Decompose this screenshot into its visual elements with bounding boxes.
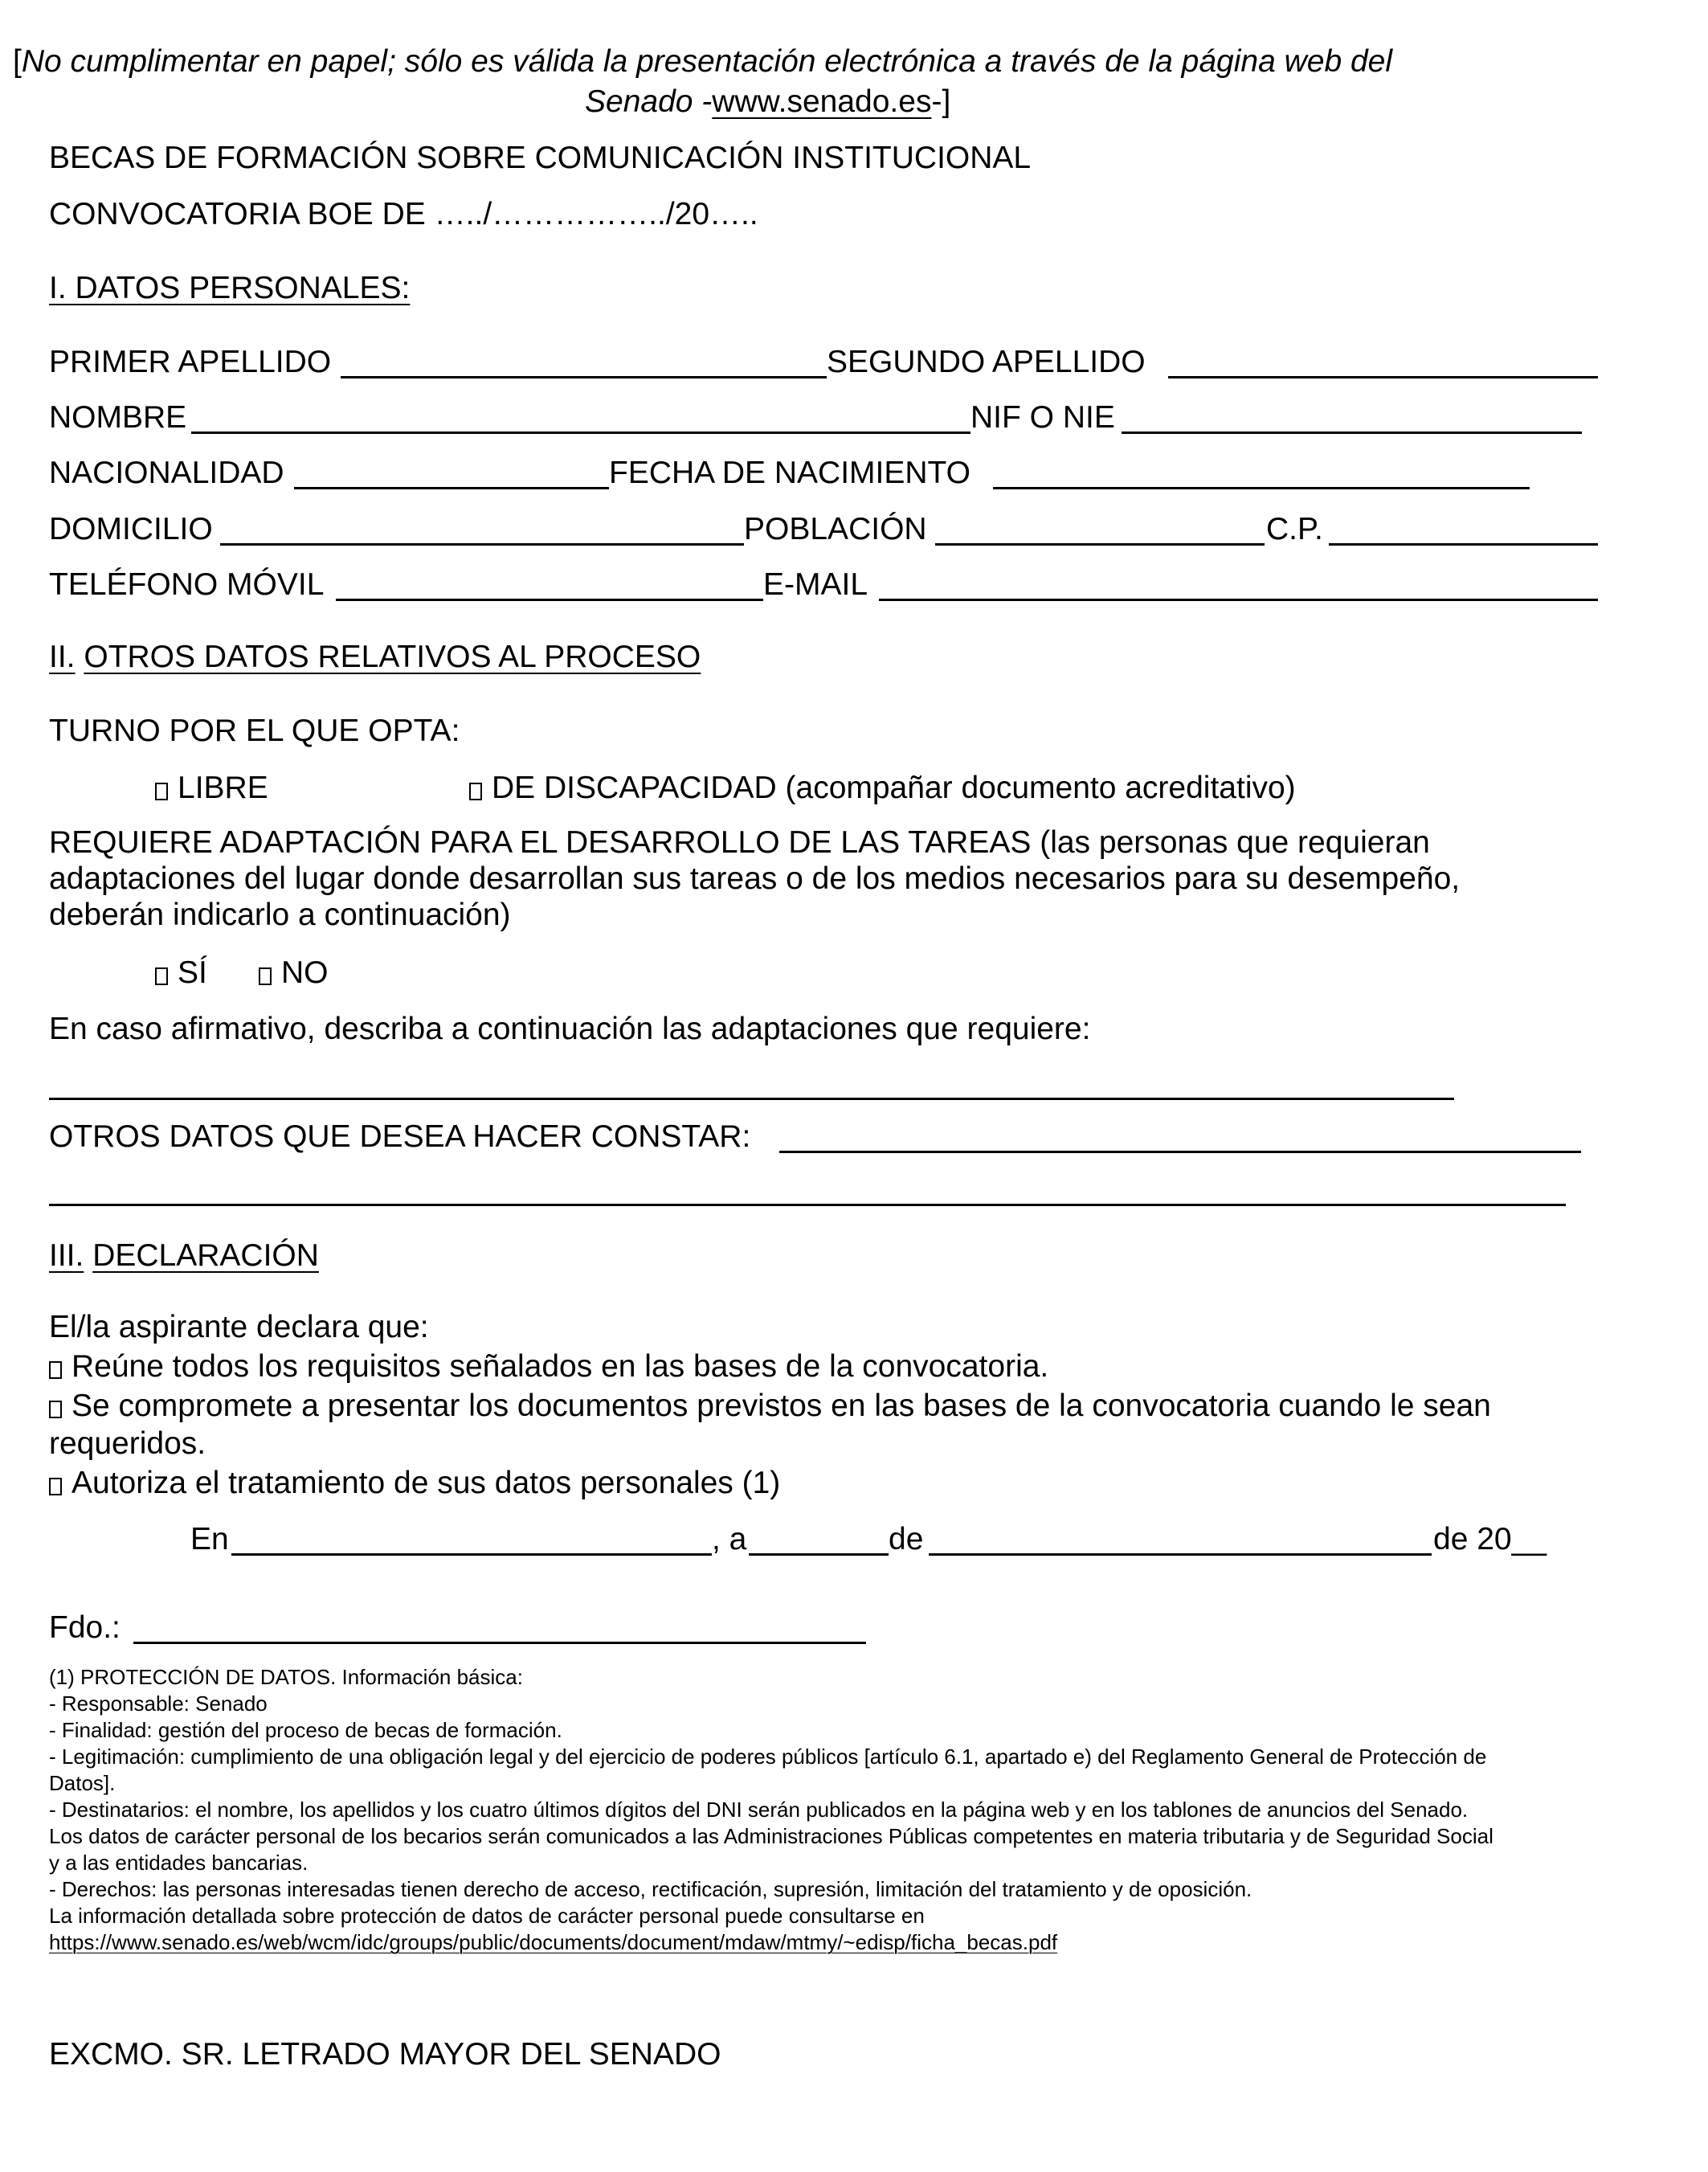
declaracion-item-2[interactable] (49, 1388, 1491, 1425)
footnote-line: La información detallada sobre protección de datos de carácter personal puede consultarse en (49, 1904, 925, 1928)
label-primer-apellido: PRIMER APELLIDO (49, 345, 332, 379)
turno-label: TURNO POR EL QUE OPTA: (49, 714, 460, 748)
label-email: E-MAIL (763, 567, 868, 602)
footnote-line: - Responsable: Senado (49, 1691, 268, 1716)
section-2-number: II. (49, 640, 76, 674)
label-domicilio: DOMICILIO (49, 512, 213, 546)
section-1-heading: I. DATOS PERSONALES: (49, 271, 411, 305)
label-poblacion: POBLACIÓN (744, 512, 927, 546)
bracket-open: [ (13, 44, 22, 79)
field-segundo-apellido[interactable] (1168, 376, 1598, 378)
section-3-title: DECLARACIÓN (92, 1238, 319, 1273)
checkbox-icon[interactable] (49, 1361, 62, 1379)
footnote-line: y a las entidades bancarias. (49, 1851, 309, 1875)
footnote-line: - Destinatarios: el nombre, los apellidos y los cuatro últimos dígitos del DNI serán publicados en la página web y en los tablones de anuncios del Senado. (49, 1798, 1469, 1822)
option-si-label: SÍ (178, 955, 207, 990)
addressee: EXCMO. SR. LETRADO MAYOR DEL SENADO (49, 2037, 721, 2072)
option-si[interactable] (155, 955, 207, 992)
senado-link[interactable]: www.senado.es (712, 84, 932, 119)
field-nif[interactable] (1122, 432, 1582, 434)
checkbox-icon[interactable] (49, 1478, 62, 1495)
label-de: de (889, 1522, 924, 1556)
field-poblacion[interactable] (935, 543, 1265, 546)
otros-datos-label: OTROS DATOS QUE DESEA HACER CONSTAR: (49, 1119, 751, 1154)
checkbox-icon[interactable] (259, 967, 272, 985)
field-email[interactable] (879, 599, 1598, 601)
option-libre[interactable] (155, 770, 268, 807)
ficha-becas-link[interactable]: https://www.senado.es/web/wcm/idc/groups/public/documents/document/mdaw/mtmy/~edisp/ficha_becas.pdf (49, 1930, 1058, 1954)
field-lugar[interactable] (231, 1553, 712, 1556)
field-domicilio[interactable] (220, 543, 744, 546)
option-no[interactable] (259, 955, 329, 992)
label-en: En (190, 1522, 229, 1556)
footnote-line: - Legitimación: cumplimiento de una obligación legal y del ejercicio de poderes públicos [artículo 6.1, apartado e) del Reglamento General de Protección de (49, 1745, 1487, 1769)
option-discapacidad-label: DE DISCAPACIDAD (acompañar documento acreditativo) (492, 771, 1296, 805)
field-firma[interactable] (133, 1642, 866, 1644)
declaracion-item-3-text: Autoriza el tratamiento de sus datos personales (1) (72, 1466, 781, 1500)
field-primer-apellido[interactable] (341, 376, 827, 378)
section-2-title: OTROS DATOS RELATIVOS AL PROCESO (84, 640, 701, 674)
label-nombre: NOMBRE (49, 400, 187, 435)
convocatoria-line: CONVOCATORIA BOE DE …../……………../20….. (49, 197, 758, 231)
notice-text: No cumplimentar en papel; sólo es válida la presentación electrónica a través de la página web del (21, 44, 1393, 79)
label-de-20: de 20__ (1433, 1522, 1547, 1556)
notice-line-2 (585, 84, 950, 121)
describa-label: En caso afirmativo, describa a continuación las adaptaciones que requiere: (49, 1012, 1091, 1046)
option-libre-label: LIBRE (178, 771, 268, 805)
option-discapacidad[interactable] (469, 770, 1296, 807)
section-3-heading (49, 1237, 319, 1274)
checkbox-icon[interactable] (49, 1401, 62, 1418)
label-nif: NIF O NIE (970, 400, 1115, 435)
declaracion-item-1-text: Reúne todos los requisitos señalados en las bases de la convocatoria. (72, 1349, 1049, 1384)
form-title: BECAS DE FORMACIÓN SOBRE COMUNICACIÓN INSTITUCIONAL (49, 141, 1032, 175)
declaracion-item-1[interactable] (49, 1348, 1048, 1385)
declaracion-intro: El/la aspirante declara que: (49, 1310, 429, 1344)
label-a: , a (712, 1522, 747, 1556)
field-dia[interactable] (749, 1553, 889, 1556)
declaracion-item-3[interactable] (49, 1465, 780, 1502)
option-no-label: NO (281, 955, 329, 990)
adaptacion-text-1: REQUIERE ADAPTACIÓN PARA EL DESARROLLO DE LAS TAREAS (las personas que requieran (49, 825, 1430, 860)
footnote-title: (1) PROTECCIÓN DE DATOS. Información básica: (49, 1665, 523, 1689)
checkbox-icon[interactable] (469, 783, 482, 800)
adaptacion-text-2: adaptaciones del lugar donde desarrollan sus tareas o de los medios necesarios para su desempeño, (49, 861, 1461, 896)
declaracion-item-2-text: Se compromete a presentar los documentos previstos en las bases de la convocatoria cuando le sean (72, 1389, 1491, 1423)
label-fecha-nacimiento: FECHA DE NACIMIENTO (609, 456, 971, 490)
label-telefono: TELÉFONO MÓVIL (49, 567, 325, 602)
label-segundo-apellido: SEGUNDO APELLIDO (827, 345, 1146, 379)
notice-text-2: Senado - (585, 84, 713, 119)
label-cp: C.P. (1266, 512, 1323, 546)
label-fdo: Fdo.: (49, 1610, 121, 1645)
field-otros-datos-1[interactable] (779, 1151, 1581, 1153)
notice-line-1 (13, 43, 1392, 80)
section-3-number: III. (49, 1238, 84, 1273)
declaracion-item-2-cont: requeridos. (49, 1426, 206, 1461)
field-otros-datos-2[interactable] (49, 1204, 1566, 1206)
field-nombre[interactable] (191, 432, 970, 434)
footnote-line: Los datos de carácter personal de los becarios serán comunicados a las Administraciones Públicas competentes en materia tributaria y de Seguridad Social (49, 1824, 1493, 1848)
checkbox-icon[interactable] (155, 967, 168, 985)
footnote-line: Datos]. (49, 1771, 116, 1795)
footnote-line: - Finalidad: gestión del proceso de becas de formación. (49, 1718, 562, 1742)
field-adaptaciones[interactable] (49, 1098, 1454, 1100)
checkbox-icon[interactable] (155, 783, 168, 800)
field-cp[interactable] (1329, 543, 1598, 546)
label-nacionalidad: NACIONALIDAD (49, 456, 284, 490)
footnote-line: - Derechos: las personas interesadas tienen derecho de acceso, rectificación, supresión, limitación del tratamiento y de oposición. (49, 1877, 1252, 1901)
section-2-heading (49, 639, 701, 676)
bracket-close: -] (931, 84, 951, 119)
adaptacion-text-3: deberán indicarlo a continuación) (49, 898, 511, 932)
field-nacionalidad[interactable] (294, 487, 609, 489)
field-fecha-nacimiento[interactable] (993, 487, 1530, 489)
field-telefono[interactable] (336, 599, 763, 601)
field-mes[interactable] (929, 1553, 1432, 1556)
